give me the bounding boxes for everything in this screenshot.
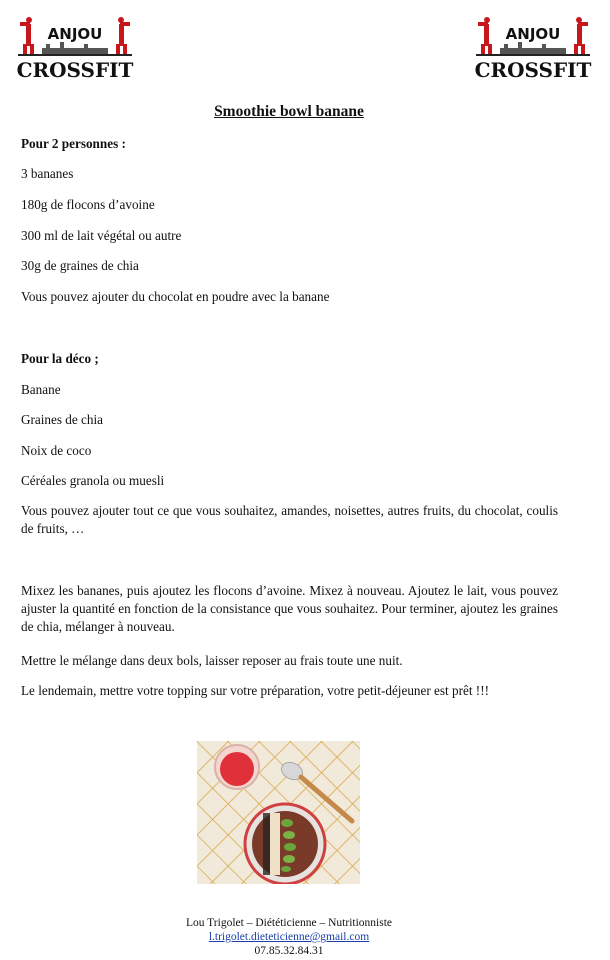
- deco-item: Banane: [21, 382, 61, 397]
- logo-bottom-word: CROSSFIT: [16, 58, 134, 82]
- ingredients-heading: Pour 2 personnes :: [21, 136, 126, 151]
- deco-item: Graines de chia: [21, 412, 104, 427]
- recipe-title: Smoothie bowl banane: [214, 103, 364, 120]
- anjou-crossfit-logo-left: [14, 14, 136, 84]
- logo-top-word: ANJOU: [47, 25, 103, 43]
- step-paragraph: Mixez les bananes, puis ajoutez les flocons d’avoine. Mixez à nouveau. Ajoutez le lait, vous pouvez ajuster la quantité en fonction de la consistance que vous souhaitez. Pour terminer, ajoutez les graines de chia, mélanger à nouveau.: [21, 583, 558, 634]
- deco-heading: Pour la déco ;: [21, 351, 99, 366]
- step-paragraph: Mettre le mélange dans deux bols, laisser reposer au frais toute une nuit.: [21, 653, 403, 668]
- step-paragraph: Le lendemain, mettre votre topping sur votre préparation, votre petit-déjeuner est prêt !!!: [21, 683, 489, 698]
- ingredient-item: 300 ml de lait végétal ou autre: [21, 228, 182, 243]
- logo-bottom-word: CROSSFIT: [474, 58, 592, 82]
- footer-email-link[interactable]: l.trigolet.dieteticienne@gmail.com: [208, 931, 370, 943]
- smoothie-bowl-photo: [197, 741, 360, 884]
- ingredient-item: 30g de graines de chia: [21, 258, 139, 273]
- deco-item: Noix de coco: [21, 443, 92, 458]
- ingredient-item: 3 bananes: [21, 166, 74, 181]
- anjou-crossfit-logo-right: [472, 14, 594, 84]
- deco-item: Céréales granola ou muesli: [21, 473, 165, 488]
- ingredient-item: 180g de flocons d’avoine: [21, 197, 155, 212]
- footer-author: Lou Trigolet – Diététicienne – Nutritionniste: [185, 917, 393, 929]
- footer-phone: 07.85.32.84.31: [254, 945, 324, 957]
- logo-top-word: ANJOU: [505, 25, 561, 43]
- crossfit-logo-icon: [472, 14, 594, 84]
- deco-note: Vous pouvez ajouter tout ce que vous souhaitez, amandes, noisettes, autres fruits, du chocolat, coulis de fruits, …: [21, 503, 558, 536]
- crossfit-logo-icon: [14, 14, 136, 84]
- ingredient-note: Vous pouvez ajouter du chocolat en poudre avec la banane: [21, 289, 330, 304]
- footer: [0, 916, 578, 958]
